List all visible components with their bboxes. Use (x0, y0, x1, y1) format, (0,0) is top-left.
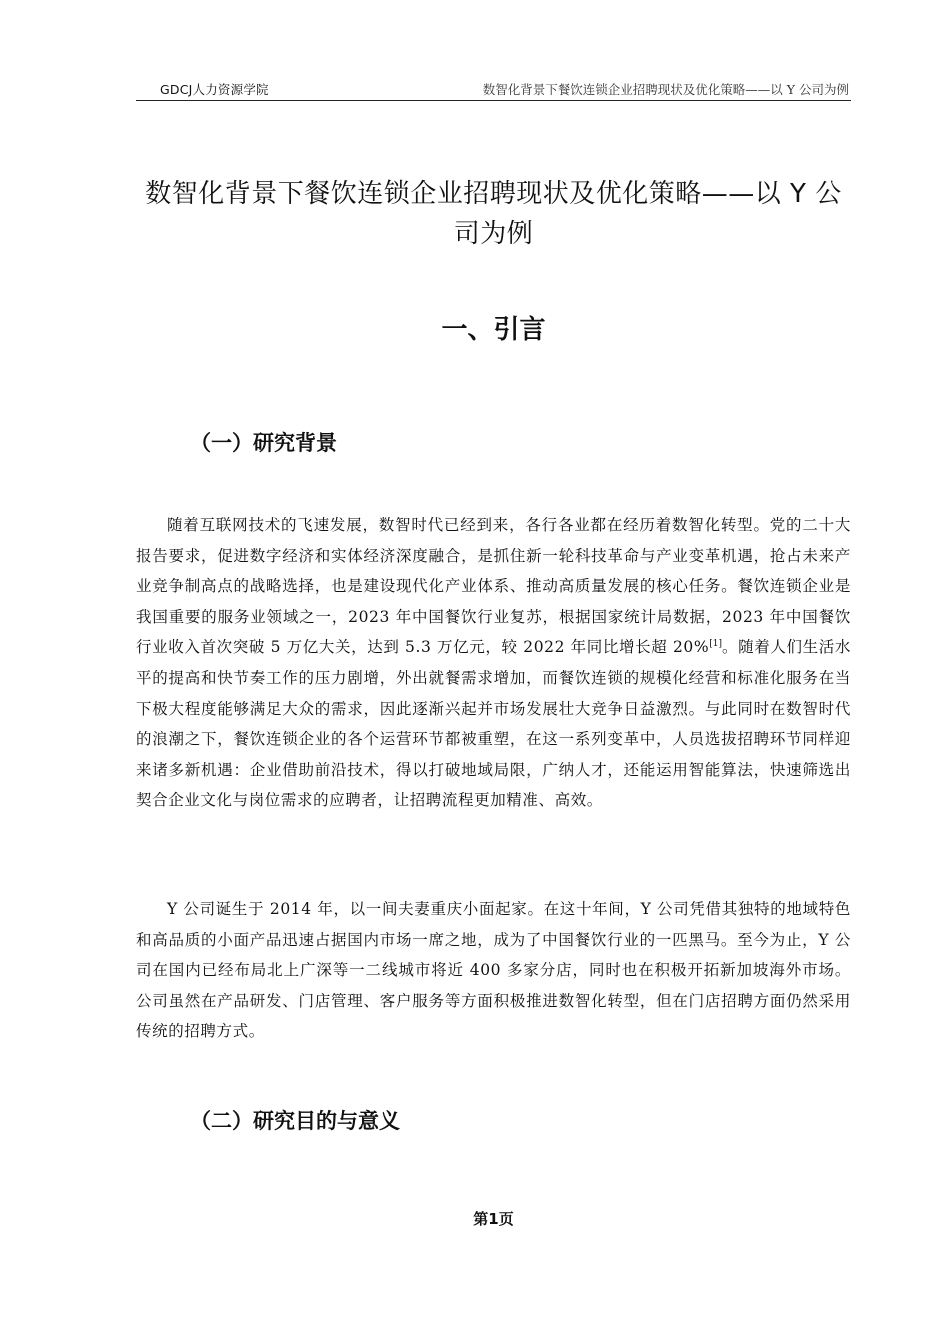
body-paragraph (136, 510, 851, 816)
header-institution: GDCJ人力资源学院 (160, 82, 269, 97)
page-header (136, 78, 851, 101)
paragraph-text: 。随着人们生活水平的提高和快节奏工作的压力剧增，外出就餐需求增加，而餐饮连锁的规模化经营和标准化服务在当下极大程度能够满足大众的需求，因此逐渐兴起并市场发展壮大竞争日益激烈。与此同时在数智时代的浪潮之下，餐饮连锁企业的各个运营环节都被重塑，在这一系列变革中，人员选拔招聘环节同样迎来诸多新机遇：企业借助前沿技术，得以打破地域局限，广纳人才，还能运用智能算法，快速筛选出契合企业文化与岗位需求的应聘者，让招聘流程更加精准、高效。 (136, 638, 851, 810)
citation-marker[interactable]: [1] (709, 639, 722, 650)
section-heading-introduction: 一、引言 (441, 315, 546, 345)
body-paragraph: Y 公司诞生于 2014 年，以一间夫妻重庆小面起家。在这十年间，Y 公司凭借其独特的地域特色和高品质的小面产品迅速占据国内市场一席之地，成为了中国餐饮行业的一匹黑马。至今为止，Y 公司在国内已经布局北上广深等一二线城市将近 400 多家分店，同时也在积极开拓新加坡海外市场。公司虽然在产品研发、门店管理、客户服务等方面积极推进数智化转型，但在门店招聘方面仍然采用传统的招聘方式。 (136, 900, 851, 1041)
document-title: 数智化背景下餐饮连锁企业招聘现状及优化策略——以 Y 公司为例 (145, 179, 842, 249)
paragraph-text: 随着互联网技术的飞速发展，数智时代已经到来，各行各业都在经历着数智化转型。党的二十大报告要求，促进数字经济和实体经济深度融合，是抓住新一轮科技革命与产业变革机遇，抢占未来产业竞争制高点的战略选择，也是建设现代化产业体系、推动高质量发展的核心任务。餐饮连锁企业是我国重要的服务业领域之一，2023 年中国餐饮行业复苏，根据国家统计局数据，2023 年中国餐饮行业收入首次突破 5 万亿大关，达到 5.3 万亿元，较 2022 年同比增长超 20% (136, 516, 851, 657)
header-running-title: 数智化背景下餐饮连锁企业招聘现状及优化策略——以 Y 公司为例 (482, 82, 849, 97)
subsection-heading-background: （一）研究背景 (190, 431, 337, 455)
page-number: 第1页 (473, 1210, 514, 1228)
subsection-heading-purpose: （二）研究目的与意义 (190, 1109, 400, 1133)
